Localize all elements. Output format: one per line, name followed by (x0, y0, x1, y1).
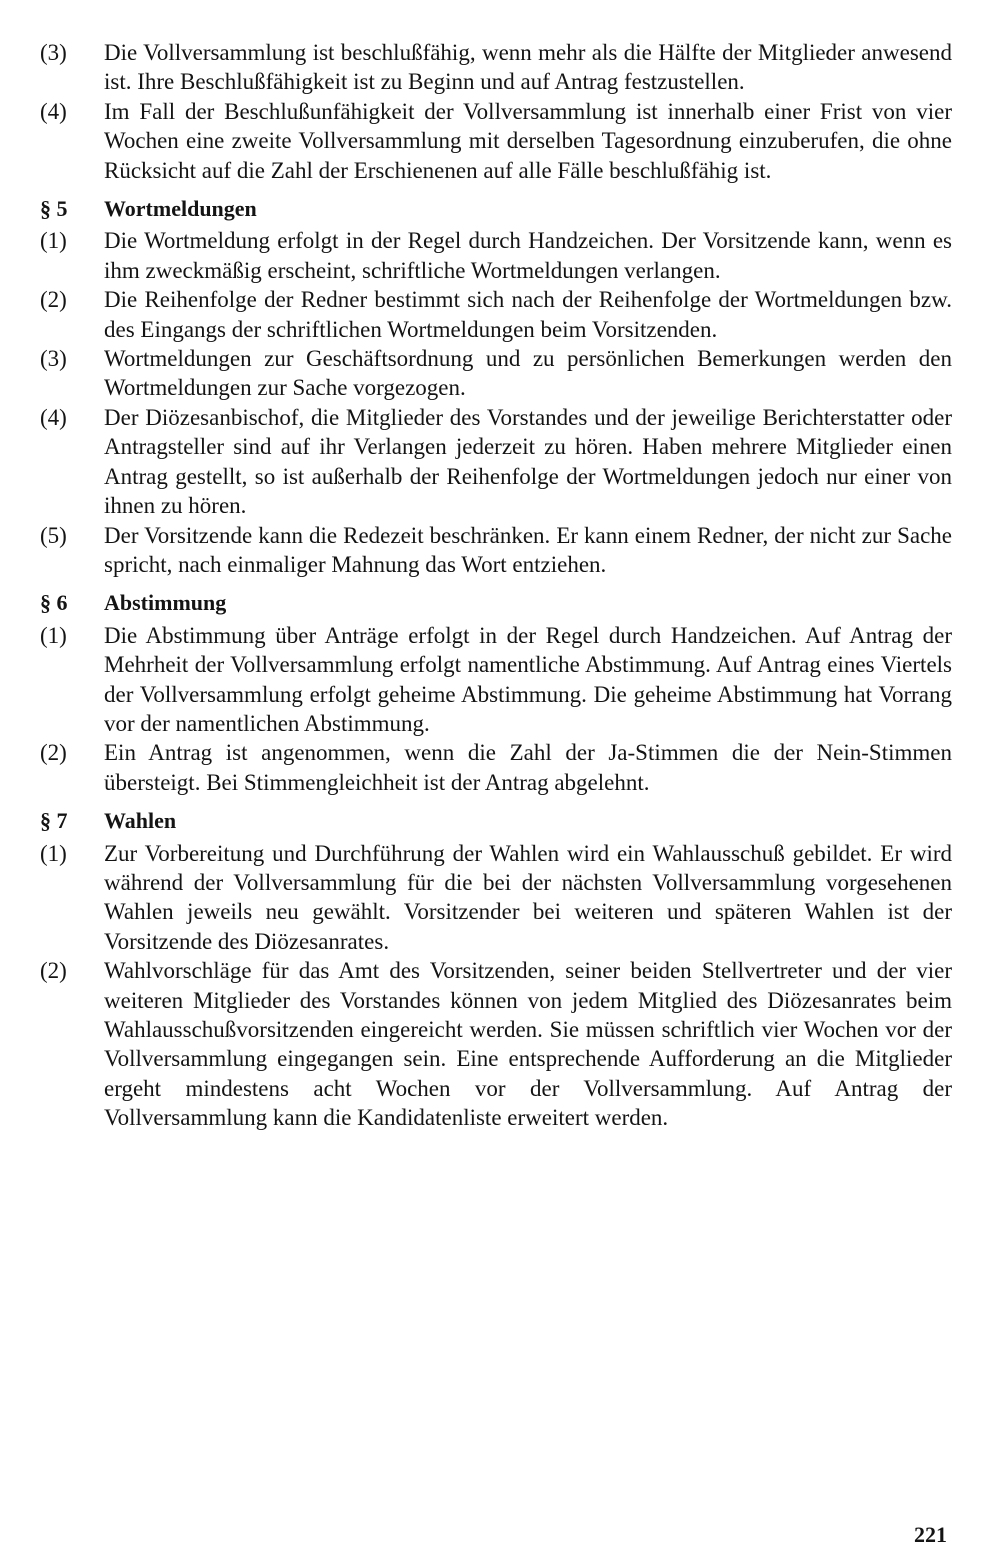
document-page (40, 38, 952, 1133)
paragraph-text: Der Diözesanbischof, die Mitglieder des Vorstandes und der jeweilige Berichterstatter oder Antragsteller sind auf ihr Verlangen jederzeit zu hören. Haben mehrere Mitglieder einen Antrag gestellt, so ist außerhalb der Reihenfolge der Wortmeldungen jedoch nur einer von ihnen zu hören. (104, 404, 952, 519)
paragraph (40, 344, 952, 403)
paragraph (40, 521, 952, 580)
paragraph-text: Die Vollversammlung ist beschlußfähig, wenn mehr als die Hälfte der Mitglieder anwesend ist. Ihre Beschlußfähigkeit ist zu Beginn und auf Antrag festzustellen. (104, 40, 952, 95)
paragraph-number: (1) (40, 840, 67, 866)
paragraph-number: (4) (40, 404, 67, 430)
paragraph (40, 97, 952, 185)
paragraph-number: (5) (40, 522, 67, 548)
paragraph-number: (2) (40, 287, 67, 313)
paragraph-number: (4) (40, 98, 67, 124)
paragraph (40, 226, 952, 285)
paragraph-text: Der Vorsitzende kann die Redezeit beschränken. Er kann einem Redner, der nicht zur Sache spricht, nach einmaliger Mahnung das Wort entziehen. (104, 522, 952, 577)
paragraph-text: Wahlvorschläge für das Amt des Vorsitzenden, seiner beiden Stellvertreter und der vier weiteren Mitglieder des Vorstandes können von jedem Mitglied des Diözesanrates beim Wahlausschußvorsitzenden eingereicht werden. Sie müssen schriftlich vier Wochen vor der Vollversammlung eingegangen sein. Eine entsprechende Aufforderung an die Mitglieder ergeht mindestens acht Wochen vor der Vollversammlung. Auf Antrag der Vollversammlung kann die Kandidatenliste erweitert werden. (104, 958, 952, 1131)
paragraph-number: (1) (40, 622, 67, 648)
section-heading (40, 588, 952, 617)
paragraph-text: Die Abstimmung über Anträge erfolgt in der Regel durch Handzeichen. Auf Antrag der Mehrheit der Vollversammlung erfolgt namentliche Abstimmung. Auf Antrag eines Viertels der Vollversammlung erfolgt geheime Abstimmung. Die geheime Abstimmung hat Vorrang vor der namentlichen Abstimmung. (104, 622, 952, 736)
section-heading (40, 806, 952, 835)
section-heading (40, 194, 952, 223)
paragraph (40, 403, 952, 521)
section-title: Abstimmung (104, 590, 227, 616)
paragraph (40, 38, 952, 97)
paragraph-text: Die Wortmeldung erfolgt in der Regel durch Handzeichen. Der Vorsitzende kann, wenn es ihm zweckmäßig erscheint, schriftliche Wortmeldungen verlangen. (104, 228, 952, 283)
paragraph-number: (3) (40, 40, 67, 65)
paragraph (40, 285, 952, 344)
paragraph (40, 621, 952, 739)
section-title: Wortmeldungen (104, 196, 257, 222)
page-number: 221 (914, 1522, 947, 1547)
paragraph-text: Die Reihenfolge der Redner bestimmt sich nach der Reihenfolge der Wortmeldungen bzw. des Eingangs der schriftlichen Wortmeldungen beim Vorsitzenden. (104, 287, 952, 342)
paragraph (40, 738, 952, 797)
paragraph (40, 839, 952, 957)
paragraph (40, 956, 952, 1132)
paragraph-number: (2) (40, 958, 67, 984)
paragraph-number: (1) (40, 228, 67, 254)
paragraph-number: (3) (40, 346, 67, 372)
section-number: § 5 (40, 196, 68, 222)
paragraph-text: Im Fall der Beschlußunfähigkeit der Vollversammlung ist innerhalb einer Frist von vier Wochen eine zweite Vollversammlung mit derselben Tagesordnung einzuberufen, die ohne Rücksicht auf die Zahl der Erschienenen auf alle Fälle beschlußfähig ist. (104, 98, 952, 183)
section-number: § 7 (40, 808, 68, 834)
paragraph-text: Zur Vorbereitung und Durchführung der Wahlen wird ein Wahlausschuß gebildet. Er wird während der Vollversammlung für die bei der nächsten Vollversammlung vorgesehenen Wahlen jeweils neu gewählt. Vorsitzender bei weiteren und späteren Wahlen ist der Vorsitzende des Diözesanrates. (104, 840, 952, 954)
paragraph-text: Ein Antrag ist angenommen, wenn die Zahl der Ja-Stimmen die der Nein-Stimmen übersteigt. Bei Stimmengleichheit ist der Antrag abgelehnt. (104, 740, 952, 795)
section-title: Wahlen (104, 808, 177, 834)
paragraph-number: (2) (40, 740, 67, 766)
paragraph-text: Wortmeldungen zur Geschäftsordnung und zu persönlichen Bemerkungen werden den Wortmeldungen zur Sache vorgezogen. (104, 346, 952, 401)
section-number: § 6 (40, 590, 68, 616)
